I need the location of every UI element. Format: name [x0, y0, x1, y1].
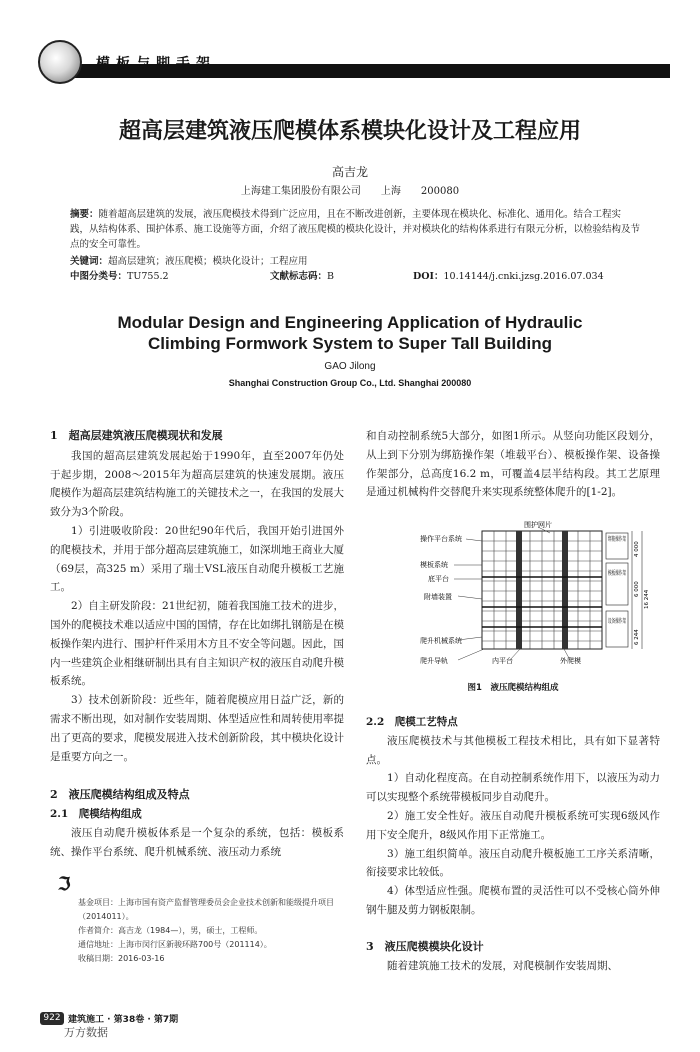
right-column-top — [366, 427, 660, 502]
figure-1 — [420, 519, 650, 679]
label-outer-frame: 外爬模 — [560, 657, 581, 665]
abstract-text: 随着超高层建筑的发展，液压爬模技术得到广泛应用，且在不断改进创新，主要体现在模块化、标准化、通用化。结合工程实践，从结构体系、围护体系、施工设施等方面，介绍了液压爬模的模块化设计，并对模块化的结构体系进行有限元分析，以检验结构及节点的安全可靠性。 — [70, 209, 641, 250]
footnote-address: 通信地址：上海市闵行区新骏环路700号（201114）。 — [78, 940, 272, 949]
paper-title: 超高层建筑液压爬模体系模块化设计及工程应用 — [118, 118, 581, 144]
section-2-2-paragraph: 3）施工组织简单。液压自动爬升模板施工工序关系清晰，衔接要求比较低。 — [366, 847, 660, 879]
footnote-received: 收稿日期：2016-03-16 — [78, 954, 165, 963]
dim-label: 16 244 — [644, 589, 650, 609]
journal-info: 建筑施工 · 第38卷 · 第7期 — [68, 1015, 179, 1025]
english-title — [0, 312, 700, 354]
affiliation: 上海建工集团股份有限公司 上海 200080 — [240, 186, 460, 197]
clc-value: TU755.2 — [127, 271, 169, 282]
label-platform-system: 操作平台系统 — [420, 535, 462, 543]
section-label: 模板与脚手架 — [96, 56, 216, 72]
label-inner-platform: 内平台 — [492, 657, 513, 665]
keywords-text: 超高层建筑；液压爬模；模块化设计；工程应用 — [108, 256, 308, 267]
section-2-2-paragraph: 1）自动化程度高。在自动控制系统作用下，以液压为动力可以实现整个系统带模板同步自动爬升。 — [366, 772, 660, 804]
abstract-label: 摘要： — [70, 209, 99, 220]
label-guide-rail: 爬升导轨 — [420, 657, 448, 665]
right-column-bottom — [366, 713, 660, 975]
doi-value: 10.14144/j.cnki.jzsg.2016.07.034 — [443, 271, 604, 282]
author: 高吉龙 — [331, 165, 368, 179]
label-rebar-frame: 绑筋操作架 — [608, 536, 639, 543]
footnote-bio: 作者简介：高吉龙（1984—），男，硕士，工程师。 — [78, 926, 263, 935]
watermark: 万方数据 — [64, 1026, 108, 1039]
english-title-text: Modular Design and Engineering Application of Hydraulic Climbing Formwork System to Super Tall Building — [117, 313, 583, 353]
section-2-2-paragraph: 4）体型适应性强。爬模布置的灵活性可以不受核心筒外伸钢牛腿及剪力钢板限制。 — [366, 885, 660, 916]
label-formwork-frame: 模板操作架 — [608, 570, 639, 577]
doc-code-label: 文献标志码： — [270, 271, 328, 282]
english-affiliation: Shanghai Construction Group Co., Ltd. Shanghai 200080 — [228, 378, 472, 388]
left-column — [50, 427, 344, 862]
header-globe-icon — [38, 40, 82, 84]
keywords-label: 关键词： — [70, 256, 109, 267]
figure-1-caption: 图1 液压爬模结构组成 — [467, 683, 559, 693]
section-2-2-paragraph: 液压爬模技术与其他模板工程技术相比，具有如下显著特点。 — [366, 734, 660, 766]
footnotes — [78, 896, 348, 966]
section-2-1-heading: 2.1 爬模结构组成 — [50, 808, 142, 821]
label-base-platform: 底平台 — [428, 575, 449, 583]
section-3-heading: 3 液压爬模模块化设计 — [366, 939, 484, 953]
footnote-funding: 基金项目：上海市国有资产监督管理委员会企业技术创新和能级提升项目（2014011）。 — [78, 898, 334, 921]
page-number: 922 — [40, 1012, 64, 1025]
label-top: 围护网片 — [524, 521, 552, 529]
section-2-2-heading: 2.2 爬模工艺特点 — [366, 716, 458, 728]
section-1-heading: 1 超高层建筑液压爬模现状和发展 — [50, 429, 223, 442]
dim-label: 6 000 — [634, 581, 640, 597]
section-1-paragraph: 我国的超高层建筑发展起始于1990年，直至2007年仍处于起步期，2008～2015年为超高层建筑的快速发展期。液压爬模作为超高层建筑结构施工的关键技术之一，在我国的发展大致分为3个阶段。 — [50, 449, 344, 519]
wall-left — [516, 531, 522, 649]
footnote-mark-icon: ℑ — [58, 874, 71, 895]
formwork-diagram — [420, 519, 650, 679]
keywords — [70, 254, 640, 269]
doi-label: DOI： — [413, 271, 444, 282]
doc-code-value: B — [327, 271, 334, 282]
dim-label: 4 000 — [634, 541, 640, 557]
section-1-paragraph: 3）技术创新阶段：近些年，随着爬模应用日益广泛，新的需求不断出现，如对制作安装周期、体型适应性和周转使用率提出了更高的要求，爬模发展进入技术创新阶段，其中模块化设计是重要方向之一。 — [50, 694, 344, 763]
label-equipment-frame: 设备操作架 — [608, 618, 639, 625]
classification-row — [70, 269, 640, 284]
dim-label: 6 244 — [634, 629, 640, 645]
section-3-paragraph: 随着建筑施工技术的发展，对爬模制作安装周期、 — [387, 959, 618, 972]
section-2-1-paragraph-cont: 和自动控制系统5大部分，如图1所示。从竖向功能区段划分，从上到下分别为绑筋操作架（堆载平台）、模板操作架、设备操作架部分，总高度16.2 m，可覆盖4层半结构段。其工艺原理是通过机械构件交替爬升来实现系统整体爬升的[1-2]。 — [366, 430, 660, 499]
section-1-paragraph: 2）自主研发阶段：21世纪初，随着我国施工技术的进步，国外的爬模技术难以适应中国的国情，存在比如绑扎钢筋是在模板操作架内进行、围护杆件采用木方且不安全等问题。因此，国内一些建筑企业相继研制出具有自主知识产权的液压自动爬升模板系统。 — [50, 600, 344, 688]
section-2-1-paragraph: 液压自动爬升模板体系是一个复杂的系统，包括：模板系统、操作平台系统、爬升机械系统、液压动力系统 — [50, 826, 344, 858]
label-wall-attach: 附墙装置 — [424, 593, 452, 601]
label-formwork-system: 模板系统 — [420, 561, 448, 569]
wall-right — [562, 531, 568, 649]
abstract — [70, 207, 640, 252]
clc-label: 中图分类号： — [70, 271, 128, 282]
section-2-heading: 2 液压爬模结构组成及特点 — [50, 788, 190, 802]
english-author: GAO Jilong — [324, 361, 376, 372]
section-2-2-paragraph: 2）施工安全性好。液压自动爬升模板系统可实现6级风作用下安全爬升，8级风作用下正常施工。 — [366, 809, 660, 841]
label-climbing-system: 爬升机械系统 — [420, 637, 462, 645]
section-1-paragraph: 1）引进吸收阶段：20世纪90年代后，我国开始引进国外的爬模技术，并用于部分超高层建筑施工，如深圳地王商业大厦（69层，高325 m）采用了瑞士VSL液压自动爬升模板工艺施工。 — [50, 524, 344, 594]
